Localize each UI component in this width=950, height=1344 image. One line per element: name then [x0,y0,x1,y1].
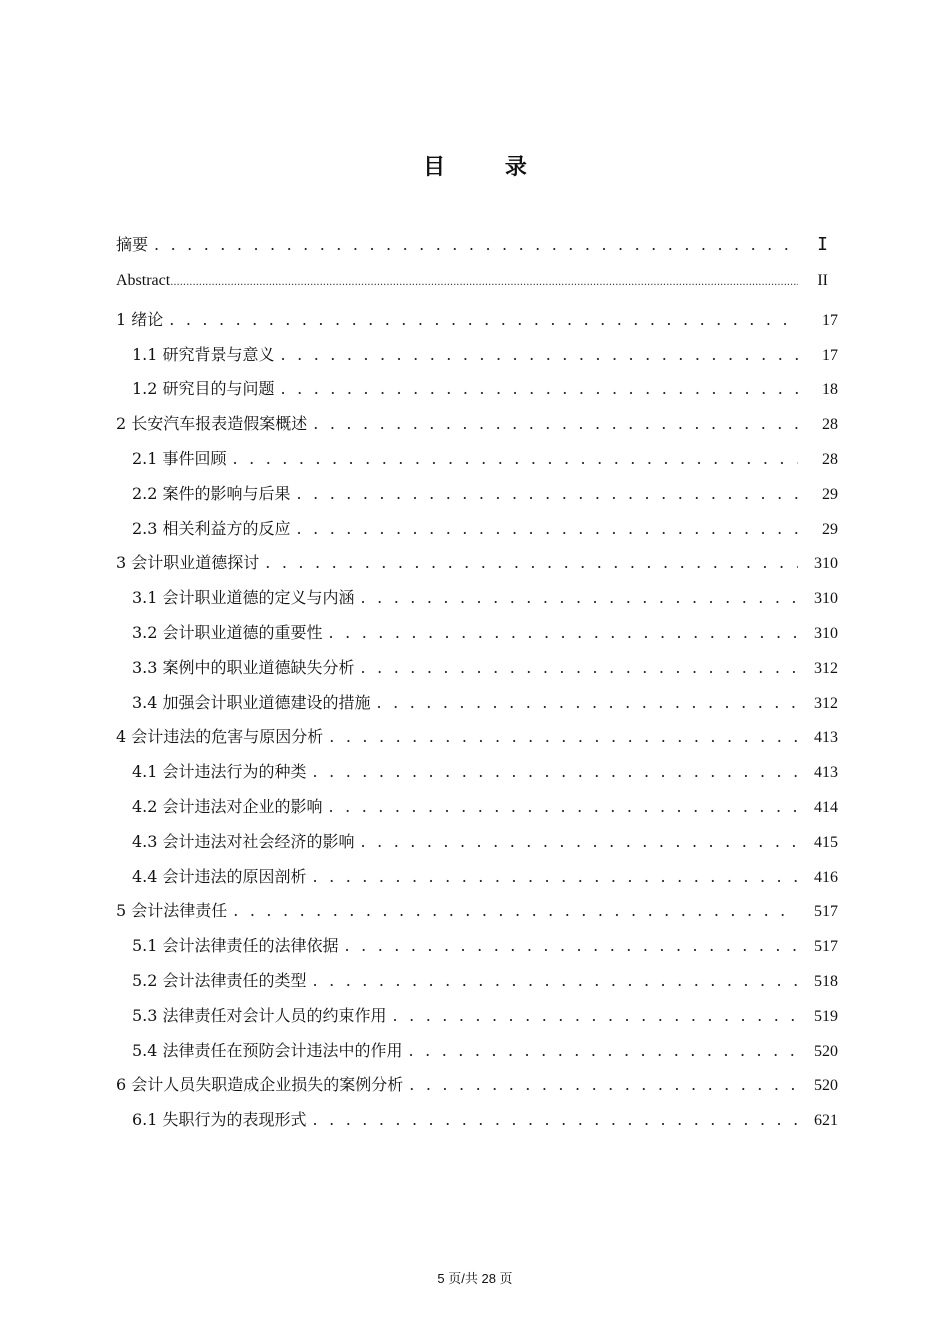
toc-entry-page-number: 518 [814,972,838,990]
toc-entry-label: 4.1 会计违法行为的种类 [132,762,307,782]
toc-entry-page-number: 517 [814,938,838,956]
toc-entry-label: 5 会计法律责任 [116,901,228,921]
toc-entry[interactable] [116,724,838,759]
dot-leader [313,971,798,990]
dot-leader [409,1075,798,1094]
toc-entry-label: 4.4 会计违法的原因剖析 [132,866,307,886]
toc-entry[interactable] [116,376,838,411]
toc-entry[interactable] [116,516,838,551]
dot-leader [281,379,798,398]
toc-entry[interactable] [116,968,838,1003]
dot-leader [329,727,798,746]
toc-entry-page-number: 413 [814,729,838,747]
toc-entry[interactable] [116,759,838,794]
toc-entry[interactable] [116,481,838,516]
toc-entry-label: 1.1 研究背景与意义 [132,344,275,364]
toc-entry-page-number: I [817,234,828,255]
dot-leader [313,1110,798,1129]
toc-entry[interactable] [116,864,838,899]
toc-entry-page-number: 310 [814,555,838,573]
toc-entry[interactable] [116,342,838,377]
toc-entry-label: 2.1 事件回顾 [132,448,227,468]
toc-entry-page-number: 17 [822,346,838,364]
toc-entry-page-number: 310 [814,624,838,642]
dot-leader [313,762,798,781]
table-of-contents [116,232,838,1142]
toc-entry[interactable] [116,933,838,968]
dot-leader [393,1006,798,1025]
toc-entry-label: 2.3 相关利益方的反应 [132,518,291,538]
toc-entry-label: 6.1 失职行为的表现形式 [132,1110,307,1130]
dot-leader [313,867,798,886]
toc-entry[interactable] [116,1072,838,1107]
toc-entry-label: Abstract [116,272,171,289]
toc-entry-label: 5.2 会计法律责任的类型 [132,970,307,990]
toc-entry[interactable] [116,585,838,620]
toc-entry-page-number: 413 [814,764,838,782]
toc-entry-label: 4 会计违法的危害与原因分析 [116,727,324,747]
toc-entry-page-number: II [817,272,828,289]
toc-entry-label: 1 绪论 [116,309,164,329]
toc-entry[interactable] [116,620,838,655]
toc-entry[interactable] [116,550,838,585]
toc-entry-label: 1.2 研究目的与问题 [132,379,275,399]
toc-entry-page-number: 29 [822,485,838,503]
toc-entry-label: 5.4 法律责任在预防会计违法中的作用 [132,1040,403,1060]
toc-entry-label: 2 长安汽车报表造假案概述 [116,414,308,434]
toc-entry-label: 3.2 会计职业道德的重要性 [132,622,323,642]
toc-entry[interactable] [116,411,838,446]
toc-entry-label: 2.2 案件的影响与后果 [132,483,291,503]
toc-entry-page-number: 520 [814,1077,838,1095]
dot-leader [329,797,798,816]
dot-leader [361,588,798,607]
toc-entry-page-number: 29 [822,520,838,538]
toc-entry-page-number: 312 [814,659,838,677]
toc-entry[interactable] [116,690,838,725]
toc-entry[interactable] [116,232,838,272]
toc-entry[interactable] [116,446,838,481]
toc-entry[interactable] [116,829,838,864]
toc-entry-label: 4.2 会计违法对企业的影响 [132,796,323,816]
dot-leader [265,553,798,572]
toc-entry[interactable] [116,794,838,829]
dot-leader [409,1041,798,1060]
toc-entry-page-number: 414 [814,798,838,816]
toc-entry-page-number: 28 [822,416,838,434]
page-title: 目 录 [423,155,553,180]
toc-entry-label: 3.1 会计职业道德的定义与内涵 [132,588,355,608]
toc-entry-page-number: 519 [814,1007,838,1025]
toc-entry-label: 3.4 加强会计职业道德建设的措施 [132,692,371,712]
toc-entry[interactable] [116,898,838,933]
toc-entry-page-number: 28 [822,450,838,468]
dot-leader [169,310,798,329]
dot-leader [233,901,798,920]
dot-leader [361,658,798,677]
toc-entry-label: 摘要 [116,235,149,254]
dot-leader [329,623,798,642]
toc-entry-label: 6 会计人员失职造成企业损失的案例分析 [116,1075,404,1095]
toc-entry-label: 3.3 案例中的职业道德缺失分析 [132,657,355,677]
toc-entry-label: 5.3 法律责任对会计人员的约束作用 [132,1005,387,1025]
toc-entry[interactable] [116,272,838,307]
toc-entry-label: 4.3 会计违法对社会经济的影响 [132,831,355,851]
toc-entry-page-number: 18 [822,381,838,399]
dot-leader [377,693,798,712]
toc-entry-page-number: 17 [822,311,838,329]
dot-leader [233,449,798,468]
toc-entry-page-number: 621 [814,1112,838,1130]
toc-entry-label: 3 会计职业道德探讨 [116,553,260,573]
toc-entry-page-number: 517 [814,903,838,921]
dot-leader [170,277,798,288]
toc-entry-page-number: 416 [814,868,838,886]
dot-leader [361,832,798,851]
toc-entry-page-number: 415 [814,833,838,851]
toc-entry-label: 5.1 会计法律责任的法律依据 [132,936,339,956]
dot-leader [297,484,798,503]
toc-entry[interactable] [116,1003,838,1038]
toc-entry[interactable] [116,1038,838,1073]
dot-leader [345,936,798,955]
dot-leader [281,345,798,364]
toc-entry-page-number: 310 [814,590,838,608]
toc-entry-page-number: 520 [814,1042,838,1060]
page-footer: 5 页/共 28 页 [437,1271,513,1286]
toc-entry-page-number: 312 [814,694,838,712]
toc-entry[interactable] [116,1107,838,1142]
dot-leader [297,519,798,538]
toc-entry[interactable] [116,307,838,342]
dot-leader [154,235,798,254]
dot-leader [313,414,798,433]
toc-entry[interactable] [116,655,838,690]
